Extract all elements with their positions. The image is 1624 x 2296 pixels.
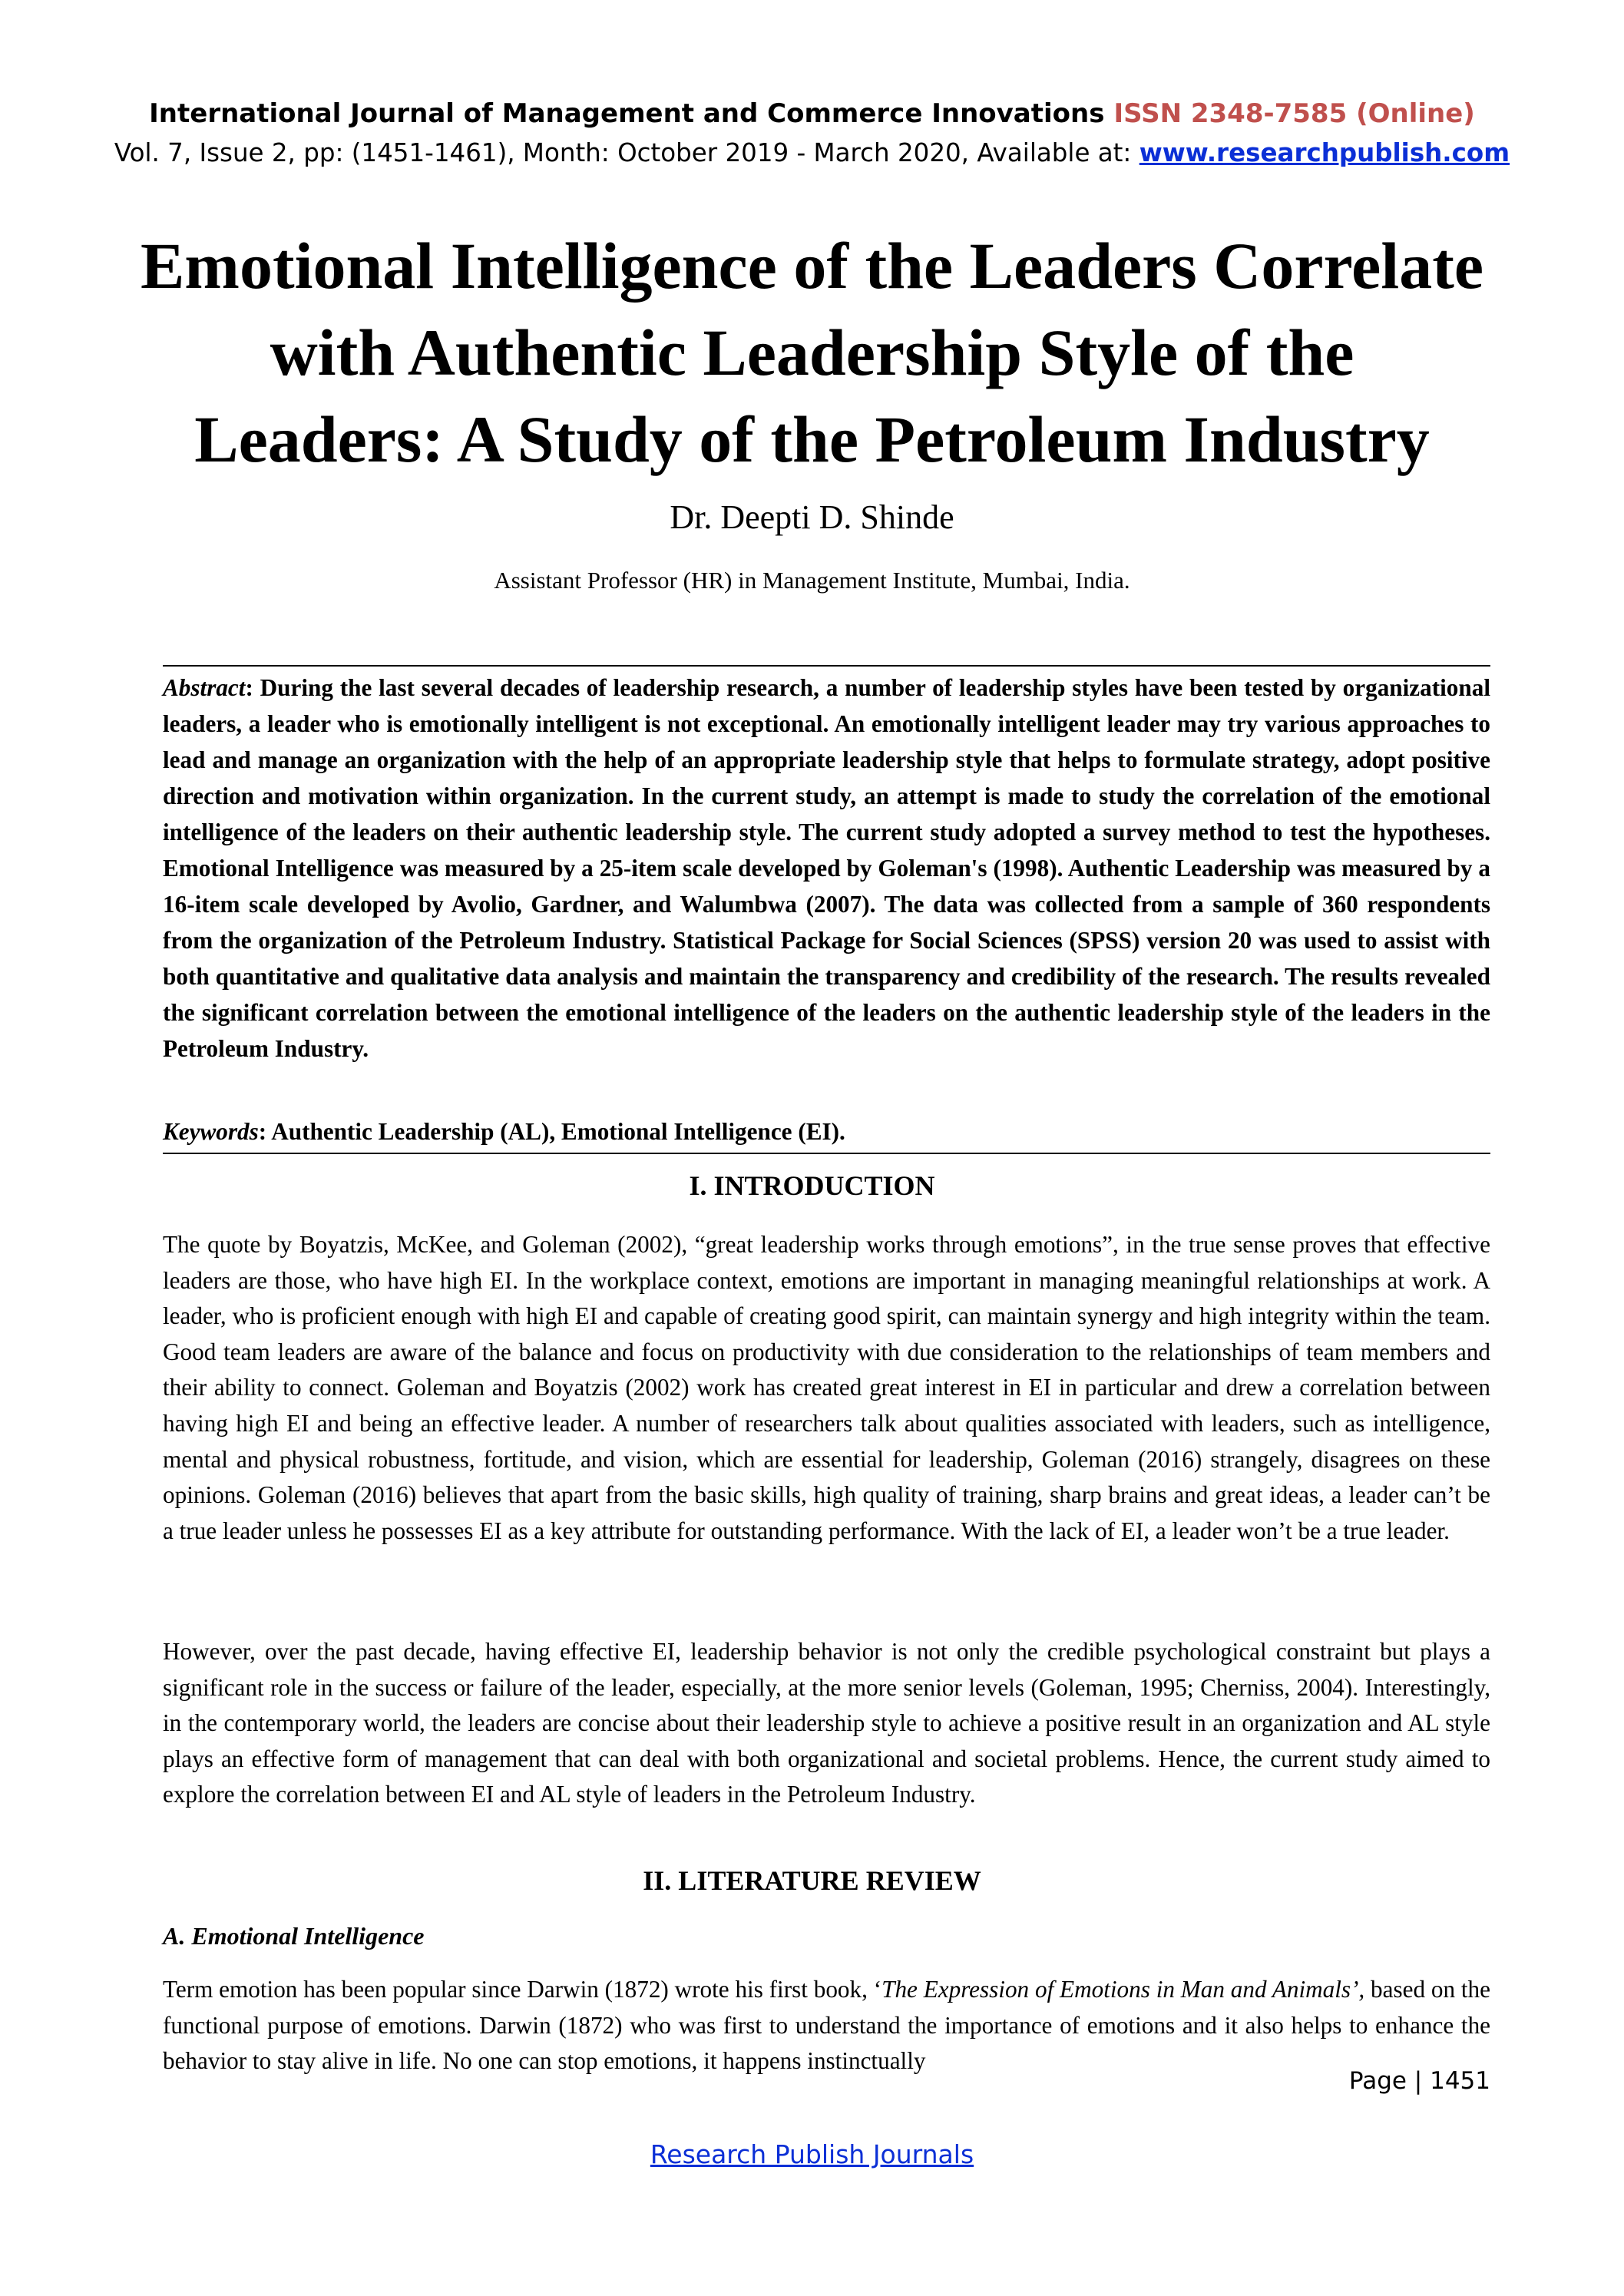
book-title: The Expression of Emotions in Man and Animals’, — [881, 1976, 1365, 2003]
issue-text: Vol. 7, Issue 2, pp: (1451-1461), Month: October 2019 - March 2020, Available at: — [114, 138, 1139, 167]
keywords-label: Keywords — [163, 1118, 259, 1145]
keywords-bottom-rule — [163, 1153, 1490, 1154]
paragraph-text: based on the functional purpose of emotions. Darwin (1872) who was first to understand the importance of emotions and it also helps to enhance the behavior to stay alive in life. No one can stop emotions, it happens instinctually — [163, 1976, 1490, 2075]
journal-issn: ISSN 2348-7585 (Online) — [1113, 98, 1475, 129]
journal-header — [0, 98, 1624, 129]
abstract-text: : During the last several decades of leadership research, a number of leadership styles have been tested by organizational leaders, a leader who is emotionally intelligent is not exceptional. An emotionally intelligent leader may try various approaches to lead and manage an organization with the help of an appropriate leadership style that helps to formulate strategy, adopt positive direction and motivation within organization. In the current study, an attempt is made to study the correlation of the emotional intelligence of the leaders on their authentic leadership style. The current study adopted a survey method to test the hypotheses. Emotional Intelligence was measured by a 25-item scale developed by Goleman's (1998). Authentic Leadership was measured by a 16-item scale developed by Avolio, Gardner, and Walumbwa (2007). The data was collected from a sample of 360 respondents from the organization of the Petroleum Industry. Statistical Package for Social Sciences (SPSS) version 20 was used to assist with both quantitative and qualitative data analysis and maintain the transparency and credibility of the research. The results revealed the significant correlation between the emotional intelligence of the leaders on the authentic leadership style of the leaders in the Petroleum Industry. — [163, 674, 1490, 1062]
title-line: Leaders: A Study of the Petroleum Industry — [194, 402, 1430, 476]
literature-paragraph — [163, 1972, 1490, 2079]
paper-title — [115, 223, 1509, 483]
abstract-label: Abstract — [163, 674, 246, 701]
publisher-link[interactable]: Research Publish Journals — [650, 2139, 974, 2169]
subsection-heading: A. Emotional Intelligence — [163, 1922, 425, 1950]
author-affiliation: Assistant Professor (HR) in Management Institute, Mumbai, India. — [494, 567, 1130, 594]
keywords — [163, 1113, 1490, 1150]
footer — [0, 2139, 1624, 2169]
abstract-top-rule — [163, 665, 1490, 667]
introduction-paragraph: However, over the past decade, having effective EI, leadership behavior is not only the credible psychological constraint but plays a significant role in the success or failure of the leader, especially, at the more senior levels (Goleman, 1995; Cherniss, 2004). Interestingly, in the contemporary world, the leaders are concise about their leadership style to achieve a positive result in an organization and AL style plays an effective form of management that can deal with both organizational and societal problems. Hence, the current study aimed to explore the correlation between EI and AL style of leaders in the Petroleum Industry. — [163, 1638, 1490, 1808]
journal-issue-line — [0, 138, 1624, 167]
introduction-paragraph: The quote by Boyatzis, McKee, and Goleman (2002), “great leadership works through emotions”, in the true sense proves that effective leaders are those, who have high EI. In the workplace context, emotions are important in managing meaningful relationships at work. A leader, who is proficient enough with high EI and capable of creating good spirit, can maintain synergy and high integrity within the team. Good team leaders are aware of the balance and focus on productivity with due consideration to the relationships of team members and their ability to connect. Goleman and Boyatzis (2002) work has created great interest in EI in particular and drew a correlation between having high EI and being an effective leader. A number of researchers talk about qualities associated with leaders, such as intelligence, mental and physical robustness, fortitude, and vision, which are essential for leadership, Goleman (2016) strangely, disagrees on these opinions. Goleman (2016) believes that apart from the basic skills, high quality of training, sharp brains and great ideas, a leader can’t be a true leader unless he possesses EI as a key attribute for outstanding performance. With the lack of EI, a leader won’t be a true leader. — [163, 1231, 1490, 1544]
title-line: Emotional Intelligence of the Leaders Correlate — [140, 229, 1484, 303]
abstract — [163, 670, 1490, 1067]
journal-url-link[interactable]: www.researchpublish.com — [1139, 138, 1510, 167]
keywords-text: : Authentic Leadership (AL), Emotional Intelligence (EI). — [258, 1118, 845, 1145]
paragraph-text: Term emotion has been popular since Darwin (1872) wrote his first book, ‘ — [163, 1976, 882, 2003]
title-line: with Authentic Leadership Style of the — [270, 316, 1354, 389]
author-name: Dr. Deepti D. Shinde — [670, 498, 954, 536]
section-heading-literature-review: II. LITERATURE REVIEW — [643, 1865, 981, 1896]
section-heading-introduction: I. INTRODUCTION — [689, 1170, 935, 1201]
page-number: Page | 1451 — [1348, 2067, 1490, 2095]
journal-name: International Journal of Management and Commerce Innovations — [149, 98, 1105, 129]
